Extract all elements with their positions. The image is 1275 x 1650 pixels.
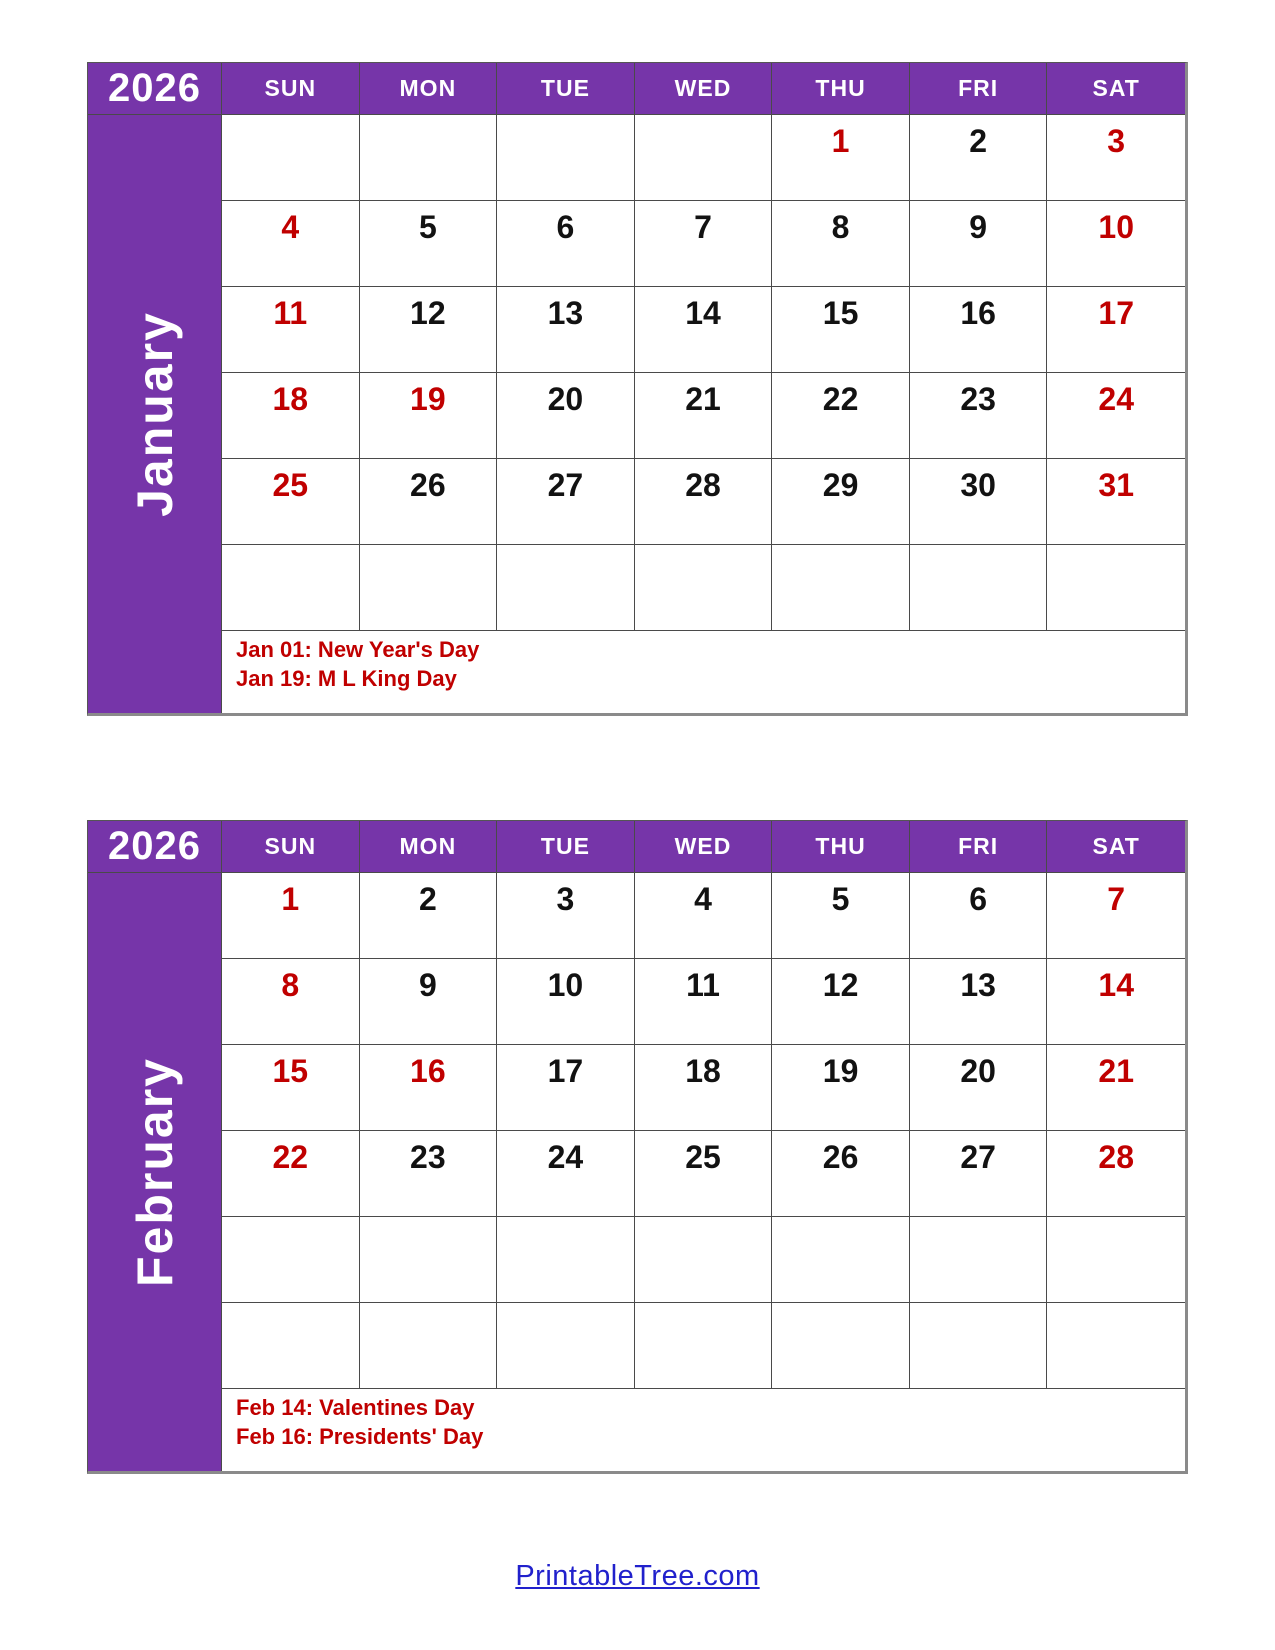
date-cell-february-2	[360, 873, 498, 959]
date-cell-january-4	[222, 201, 360, 287]
month-label: February	[126, 1057, 183, 1287]
footer	[0, 1560, 1275, 1593]
date-cell-january-1	[772, 115, 910, 201]
date-cell-february-22	[222, 1131, 360, 1217]
date-number: 5	[831, 881, 850, 917]
date-number: 18	[685, 1053, 721, 1089]
month-sidebar	[88, 873, 222, 1471]
date-cell-empty	[772, 1303, 910, 1389]
day-header-fri: FRI	[910, 63, 1048, 115]
date-number: 3	[556, 881, 575, 917]
date-number: 2	[969, 123, 988, 159]
date-number: 17	[547, 1053, 584, 1089]
date-cell-february-13	[910, 959, 1048, 1045]
day-header-thu: THU	[772, 821, 910, 873]
date-number: 26	[822, 1139, 859, 1175]
date-cell-empty	[1047, 1217, 1185, 1303]
date-cell-january-9	[910, 201, 1048, 287]
holiday-notes	[222, 631, 1185, 713]
date-cell-empty	[497, 115, 635, 201]
day-header-sat: SAT	[1047, 821, 1185, 873]
date-number: 12	[822, 967, 859, 1003]
day-header-tue: TUE	[497, 63, 635, 115]
date-cell-january-20	[497, 373, 635, 459]
date-cell-february-21	[1047, 1045, 1185, 1131]
date-number: 20	[547, 381, 584, 417]
date-cell-empty	[635, 545, 773, 631]
date-number: 15	[272, 1053, 309, 1089]
date-number: 8	[281, 967, 300, 1003]
day-header-mon: MON	[360, 63, 498, 115]
date-cell-february-1	[222, 873, 360, 959]
date-number: 23	[960, 381, 996, 417]
date-cell-january-6	[497, 201, 635, 287]
date-cell-february-16	[360, 1045, 498, 1131]
year-label: 2026	[88, 821, 222, 873]
date-number: 19	[822, 1053, 859, 1089]
month-sidebar	[88, 115, 222, 713]
date-cell-january-5	[360, 201, 498, 287]
holiday-note: Jan 19: M L King Day	[236, 666, 457, 692]
date-cell-empty	[360, 115, 498, 201]
date-cell-empty	[635, 115, 773, 201]
date-number: 26	[410, 467, 446, 503]
date-number: 10	[547, 967, 584, 1003]
date-number: 21	[1098, 1053, 1134, 1089]
holiday-notes	[222, 1389, 1185, 1471]
date-number: 24	[547, 1139, 584, 1175]
date-number: 7	[1107, 881, 1126, 917]
date-cell-empty	[360, 1303, 498, 1389]
date-cell-february-6	[910, 873, 1048, 959]
date-cell-february-11	[635, 959, 773, 1045]
date-number: 5	[418, 209, 437, 245]
month-label: January	[126, 311, 183, 517]
date-cell-january-16	[910, 287, 1048, 373]
date-cell-january-24	[1047, 373, 1185, 459]
date-number: 19	[410, 381, 446, 417]
date-cell-empty	[222, 545, 360, 631]
date-cell-february-3	[497, 873, 635, 959]
date-cell-february-5	[772, 873, 910, 959]
date-number: 9	[969, 209, 988, 245]
date-cell-february-12	[772, 959, 910, 1045]
day-header-sat: SAT	[1047, 63, 1185, 115]
date-cell-february-7	[1047, 873, 1185, 959]
date-number: 23	[410, 1139, 446, 1175]
date-number: 9	[418, 967, 437, 1003]
date-number: 16	[410, 1053, 446, 1089]
date-number: 13	[960, 967, 996, 1003]
date-cell-january-17	[1047, 287, 1185, 373]
date-number: 6	[556, 209, 575, 245]
date-cell-february-4	[635, 873, 773, 959]
date-number: 27	[960, 1139, 996, 1175]
date-number: 8	[831, 209, 850, 245]
date-number: 6	[969, 881, 988, 917]
date-number: 13	[547, 295, 584, 331]
date-cell-february-17	[497, 1045, 635, 1131]
holiday-note: Feb 16: Presidents' Day	[236, 1424, 484, 1450]
date-number: 10	[1098, 209, 1134, 245]
holiday-note: Jan 01: New Year's Day	[236, 637, 480, 662]
date-number: 3	[1107, 123, 1126, 159]
date-cell-january-25	[222, 459, 360, 545]
date-cell-february-28	[1047, 1131, 1185, 1217]
date-cell-february-15	[222, 1045, 360, 1131]
date-cell-empty	[222, 1303, 360, 1389]
date-cell-january-13	[497, 287, 635, 373]
date-number: 20	[960, 1053, 996, 1089]
date-number: 25	[685, 1139, 721, 1175]
date-number: 25	[272, 467, 309, 503]
date-cell-january-15	[772, 287, 910, 373]
day-header-wed: WED	[635, 63, 773, 115]
date-cell-january-8	[772, 201, 910, 287]
date-number: 4	[281, 209, 300, 245]
date-cell-january-28	[635, 459, 773, 545]
date-number: 22	[272, 1139, 309, 1175]
date-cell-january-12	[360, 287, 498, 373]
date-number: 27	[547, 467, 584, 503]
date-cell-february-19	[772, 1045, 910, 1131]
date-number: 12	[410, 295, 446, 331]
date-number: 28	[685, 467, 721, 503]
date-cell-empty	[635, 1303, 773, 1389]
date-number: 18	[272, 381, 309, 417]
day-header-sun: SUN	[222, 63, 360, 115]
date-number: 4	[694, 881, 712, 917]
date-cell-february-23	[360, 1131, 498, 1217]
calendar-january	[87, 62, 1188, 716]
date-cell-january-7	[635, 201, 773, 287]
date-cell-empty	[360, 1217, 498, 1303]
date-cell-january-22	[772, 373, 910, 459]
date-cell-empty	[497, 1217, 635, 1303]
date-number: 21	[685, 381, 721, 417]
date-cell-january-2	[910, 115, 1048, 201]
date-cell-january-30	[910, 459, 1048, 545]
date-cell-february-24	[497, 1131, 635, 1217]
date-cell-empty	[910, 545, 1048, 631]
date-number: 31	[1098, 467, 1134, 503]
date-number: 7	[694, 209, 712, 245]
day-header-wed: WED	[635, 821, 773, 873]
date-cell-empty	[772, 545, 910, 631]
date-number: 16	[960, 295, 996, 331]
year-label: 2026	[88, 63, 222, 115]
day-header-fri: FRI	[910, 821, 1048, 873]
date-number: 30	[960, 467, 996, 503]
holiday-note: Feb 14: Valentines Day	[236, 1395, 475, 1420]
date-cell-february-27	[910, 1131, 1048, 1217]
date-cell-empty	[772, 1217, 910, 1303]
date-number: 22	[822, 381, 859, 417]
date-number: 11	[273, 295, 308, 331]
date-cell-february-26	[772, 1131, 910, 1217]
date-cell-february-18	[635, 1045, 773, 1131]
date-cell-empty	[497, 1303, 635, 1389]
date-cell-january-23	[910, 373, 1048, 459]
day-header-mon: MON	[360, 821, 498, 873]
date-number: 1	[831, 123, 850, 159]
date-number: 29	[822, 467, 859, 503]
date-cell-empty	[910, 1303, 1048, 1389]
date-cell-february-25	[635, 1131, 773, 1217]
date-cell-january-29	[772, 459, 910, 545]
day-header-sun: SUN	[222, 821, 360, 873]
date-cell-january-10	[1047, 201, 1185, 287]
day-header-tue: TUE	[497, 821, 635, 873]
date-cell-empty	[222, 115, 360, 201]
date-cell-january-31	[1047, 459, 1185, 545]
date-cell-january-27	[497, 459, 635, 545]
date-cell-empty	[222, 1217, 360, 1303]
calendar-february	[87, 820, 1188, 1474]
date-number: 17	[1098, 295, 1134, 331]
date-cell-empty	[910, 1217, 1048, 1303]
date-cell-january-19	[360, 373, 498, 459]
date-cell-january-14	[635, 287, 773, 373]
date-cell-february-9	[360, 959, 498, 1045]
date-cell-february-8	[222, 959, 360, 1045]
date-cell-empty	[1047, 545, 1185, 631]
date-number: 2	[418, 881, 437, 917]
date-cell-empty	[360, 545, 498, 631]
date-number: 24	[1098, 381, 1134, 417]
date-cell-empty	[635, 1217, 773, 1303]
date-number: 1	[281, 881, 300, 917]
date-cell-empty	[1047, 1303, 1185, 1389]
date-cell-january-21	[635, 373, 773, 459]
footer-link[interactable]: PrintableTree.com	[515, 1560, 760, 1592]
date-cell-january-18	[222, 373, 360, 459]
day-header-thu: THU	[772, 63, 910, 115]
date-cell-january-26	[360, 459, 498, 545]
date-number: 14	[1098, 967, 1134, 1003]
date-number: 11	[686, 967, 720, 1003]
date-number: 15	[822, 295, 859, 331]
date-cell-empty	[497, 545, 635, 631]
date-number: 14	[685, 295, 721, 331]
date-cell-february-20	[910, 1045, 1048, 1131]
date-number: 28	[1098, 1139, 1134, 1175]
date-cell-february-10	[497, 959, 635, 1045]
date-cell-january-3	[1047, 115, 1185, 201]
date-cell-february-14	[1047, 959, 1185, 1045]
date-cell-january-11	[222, 287, 360, 373]
